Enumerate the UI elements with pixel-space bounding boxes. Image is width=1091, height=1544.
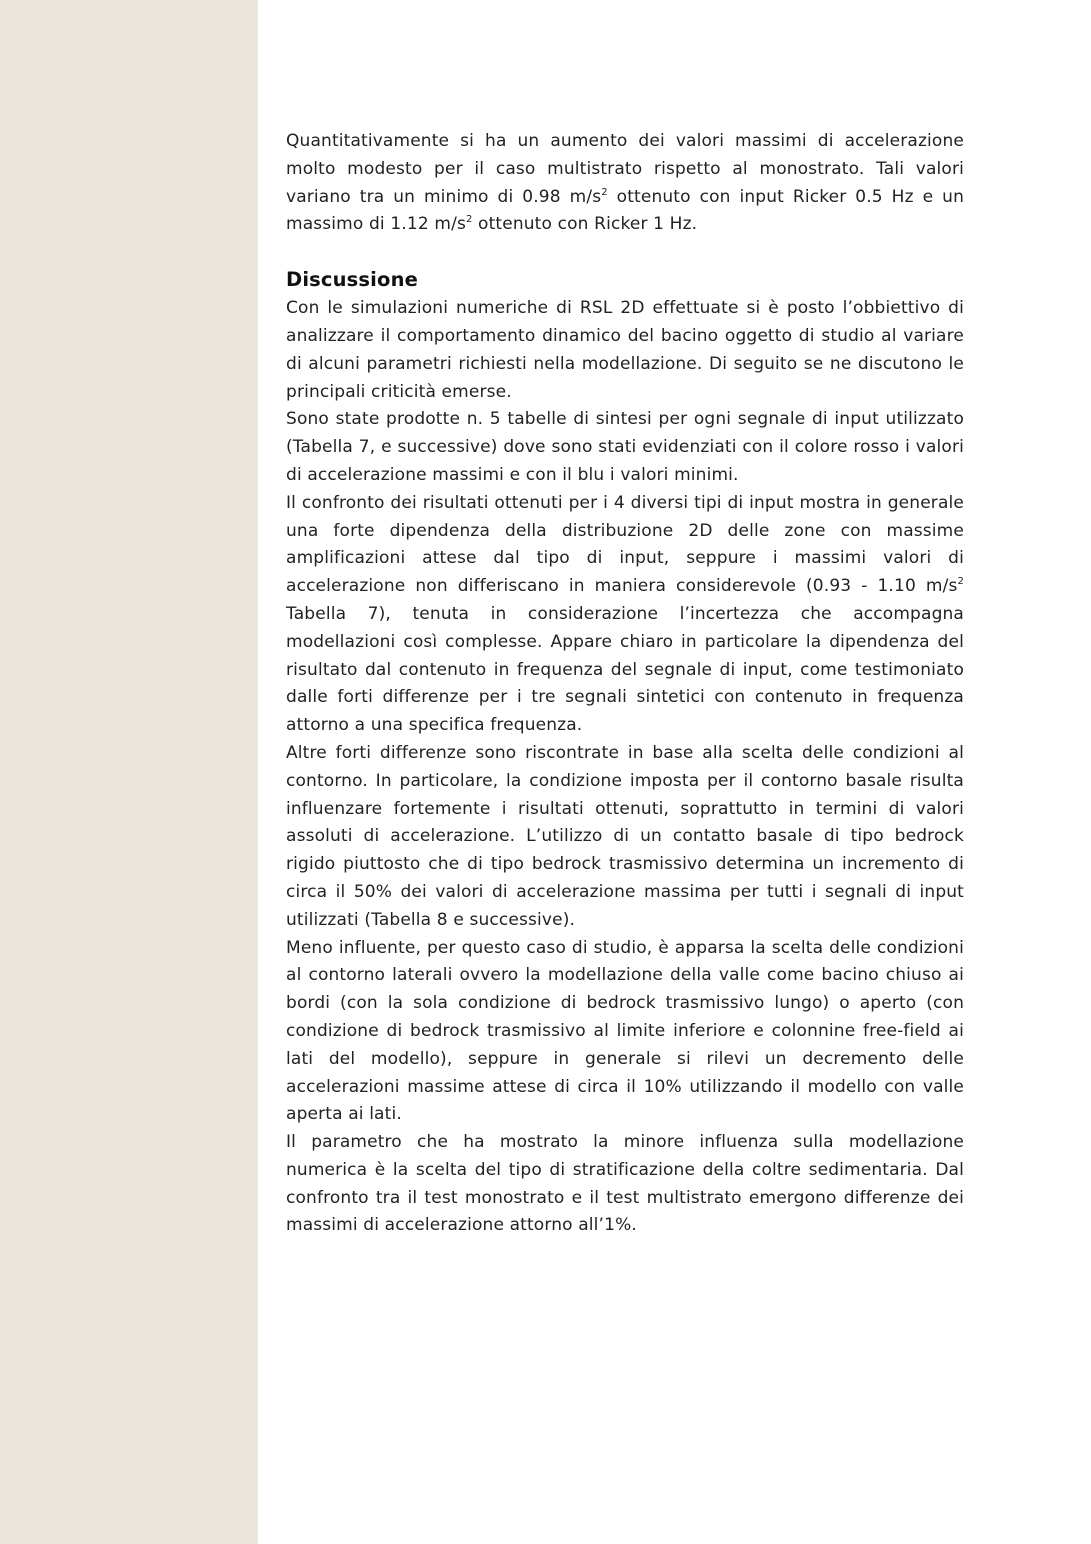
page-side-band: [0, 0, 258, 1544]
intro-text-a: Quantitativamente si ha un aumento dei valori massimi di accelerazione molto modesto per il caso multistrato rispetto al monostrato. Tali valori variano tra un minimo di 0.98 m/s: [286, 131, 964, 207]
superscript: 2: [465, 214, 473, 226]
paragraph-3-text-a: Il confronto dei risultati ottenuti per i 4 diversi tipi di input mostra in generale una forte dipendenza della distribuzione 2D delle zone con massime amplificazioni attese dal tipo di input, seppure i massimi valori di accelerazione non differiscano in maniera considerevole (0.93 - 1.10 m/s: [286, 492, 964, 597]
document-body: [286, 128, 964, 1240]
paragraph-5: Meno influente, per questo caso di studio, è apparsa la scelta delle condizioni al contorno laterali ovvero la modellazione della valle come bacino chiuso ai bordi (con la sola condizione di bedrock trasmissivo lungo) o aperto (con condizione di bedrock trasmissivo al limite inferiore e colonnine free-field ai lati del modello), seppure in generale si rilevi un decremento delle accelerazioni massime attese di circa il 10% utilizzando il modello con valle aperta ai lati.: [286, 937, 964, 1125]
paragraph-3-text-b: Tabella 7), tenuta in considerazione l’incertezza che accompagna modellazioni così complesse. Appare chiaro in particolare la dipendenza del risultato dal contenuto in frequenza del segnale di input, come testimoniato dalle forti differenze per i tre segnali sintetici con contenuto in frequenza attorno a una specifica frequenza.: [286, 603, 964, 736]
intro-paragraph: [286, 128, 964, 239]
superscript: 2: [601, 186, 608, 198]
section-heading: Discussione: [286, 268, 418, 292]
paragraph-4: Altre forti differenze sono riscontrate in base alla scelta delle condizioni al contorno. In particolare, la condizione imposta per il contorno basale risulta influenzare fortemente i risultati ottenuti, soprattutto in termini di valori assoluti di accelerazione. L’utilizzo di un contatto basale di tipo bedrock rigido piuttosto che di tipo bedrock trasmissivo determina un incremento di circa il 50% dei valori di accelerazione massima per tutti i segnali di input utilizzati (Tabella 8 e successive).: [286, 742, 964, 930]
superscript: 2: [957, 576, 964, 588]
intro-text-b: ottenuto con input Ricker 0.5 Hz e un massimo di 1.12 m/s: [286, 186, 964, 235]
intro-text-c: ottenuto con Ricker 1 Hz.: [472, 214, 698, 235]
paragraph-3: [286, 490, 964, 740]
paragraph-2: Sono state prodotte n. 5 tabelle di sintesi per ogni segnale di input utilizzato (Tabella 7, e successive) dove sono stati evidenziati con il colore rosso i valori di accelerazione massimi e con il blu i valori minimi.: [286, 409, 964, 485]
paragraph-6: Il parametro che ha mostrato la minore influenza sulla modellazione numerica è la scelta del tipo di stratificazione della coltre sedimentaria. Dal confronto tra il test monostrato e il test multistrato emergono differenze dei massimi di accelerazione attorno all’1%.: [286, 1132, 964, 1236]
paragraph-1: Con le simulazioni numeriche di RSL 2D effettuate si è posto l’obbiettivo di analizzare il comportamento dinamico del bacino oggetto di studio al variare di alcuni parametri richiesti nella modellazione. Di seguito se ne discutono le principali criticità emerse.: [286, 298, 964, 402]
